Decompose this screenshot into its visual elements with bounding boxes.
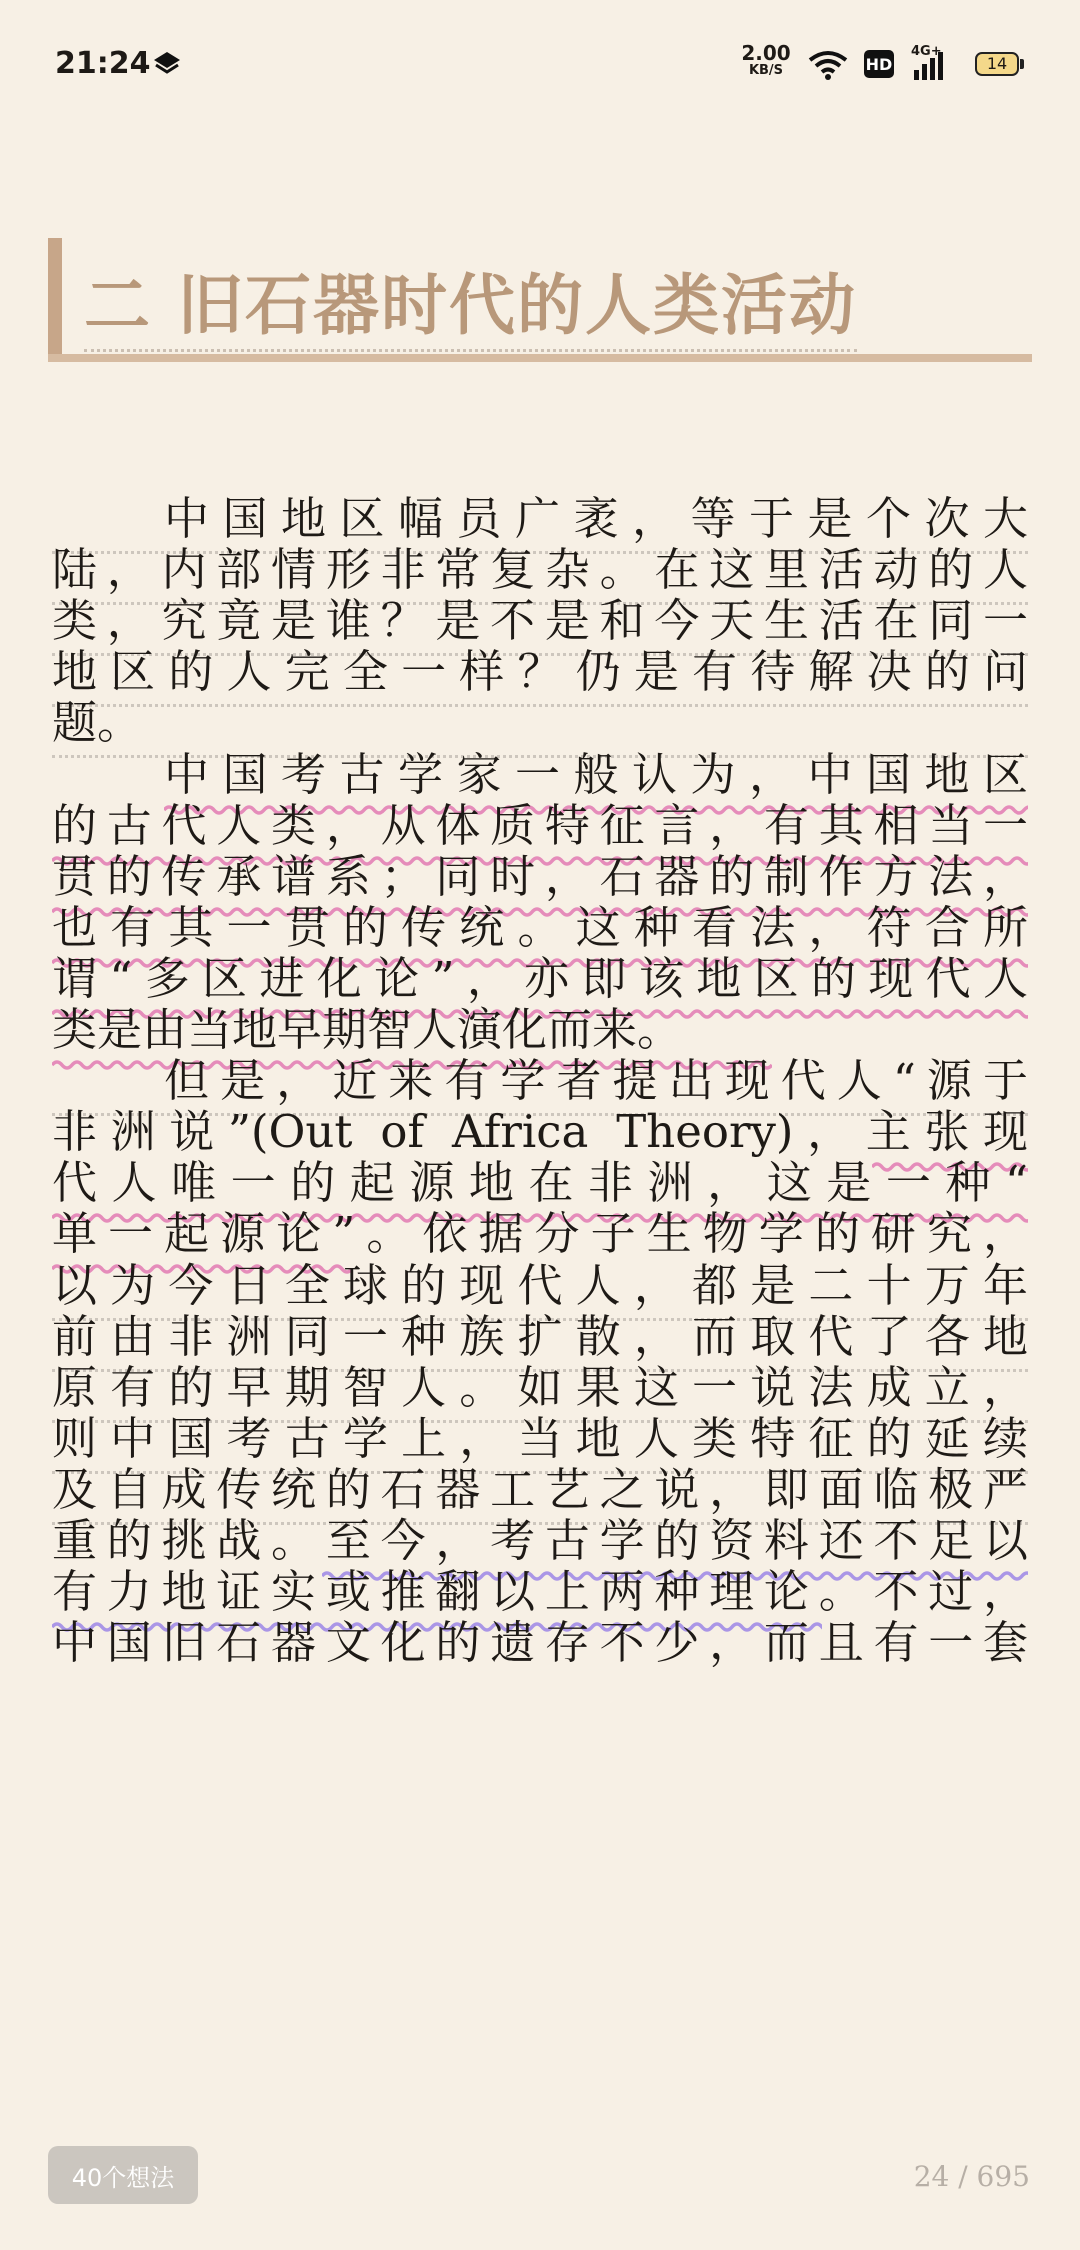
network-speed: 2.00 KB/S bbox=[741, 41, 791, 78]
hd-icon: HD bbox=[864, 50, 894, 78]
text-line: 地区的人完全一样？仍是有待解决的问 bbox=[52, 640, 1028, 707]
text-line: 但是，近来有学者提出现代人“源于 bbox=[52, 1049, 1028, 1116]
chapter-title: 二 旧石器时代的人类活动 bbox=[84, 252, 857, 352]
thoughts-button[interactable]: 40个想法 bbox=[48, 2146, 198, 2204]
text-line: 谓“多区进化论”，亦即该地区的现代人 bbox=[52, 947, 1028, 1011]
network-type: 4G+ bbox=[911, 44, 942, 59]
text-line: 以为今日全球的现代人，都是二十万年 bbox=[52, 1254, 1028, 1321]
text-line: 非洲说”(Out of Africa Theory)，主张现 bbox=[52, 1100, 1028, 1164]
text-line: 题。 bbox=[52, 691, 1028, 758]
text-line: 代人唯一的起源地在非洲，这是一种“ bbox=[52, 1151, 1028, 1215]
text-line: 贯的传承谱系；同时，石器的制作方法， bbox=[52, 845, 1028, 909]
title-underline bbox=[48, 354, 1032, 362]
text-line: 原有的早期智人。如果这一说法成立， bbox=[52, 1356, 1028, 1423]
text-line: 前由非洲同一种族扩散，而取代了各地 bbox=[52, 1305, 1028, 1372]
text-line: 类是由当地早期智人演化而来。 bbox=[52, 998, 1028, 1062]
text-line: 中国考古学家一般认为，中国地区 bbox=[52, 743, 1028, 807]
battery-icon: 14 bbox=[975, 52, 1019, 76]
status-bar bbox=[0, 0, 1080, 130]
text-line: 有力地证实或推翻以上两种理论。不过， bbox=[52, 1560, 1028, 1624]
text-line: 类，究竟是谁？是不是和今天生活在同一 bbox=[52, 589, 1028, 656]
status-time: 21:24 bbox=[55, 46, 151, 81]
text-line: 及自成传统的石器工艺之说，即面临极严 bbox=[52, 1458, 1028, 1525]
text-line: 陆，内部情形非常复杂。在这里活动的人 bbox=[52, 538, 1028, 605]
page-indicator: 24 / 695 bbox=[913, 2160, 1030, 2193]
text-line: 也有其一贯的传统。这种看法，符合所 bbox=[52, 896, 1028, 960]
text-line: 的古代人类，从体质特征言，有其相当一 bbox=[52, 794, 1028, 858]
wifi-icon bbox=[808, 50, 848, 80]
text-line: 则中国考古学上，当地人类特征的延续 bbox=[52, 1407, 1028, 1474]
text-line: 单一起源论”。依据分子生物学的研究， bbox=[52, 1202, 1028, 1266]
layers-icon bbox=[152, 50, 182, 78]
text-line: 中国旧石器文化的遗存不少，而且有一套 bbox=[52, 1616, 1028, 1670]
text-line: 中国地区幅员广袤，等于是个次大 bbox=[52, 487, 1028, 554]
battery-tip bbox=[1020, 59, 1024, 69]
text-line: 重的挑战。至今，考古学的资料还不足以 bbox=[52, 1509, 1028, 1573]
title-accent-bar bbox=[48, 238, 62, 356]
